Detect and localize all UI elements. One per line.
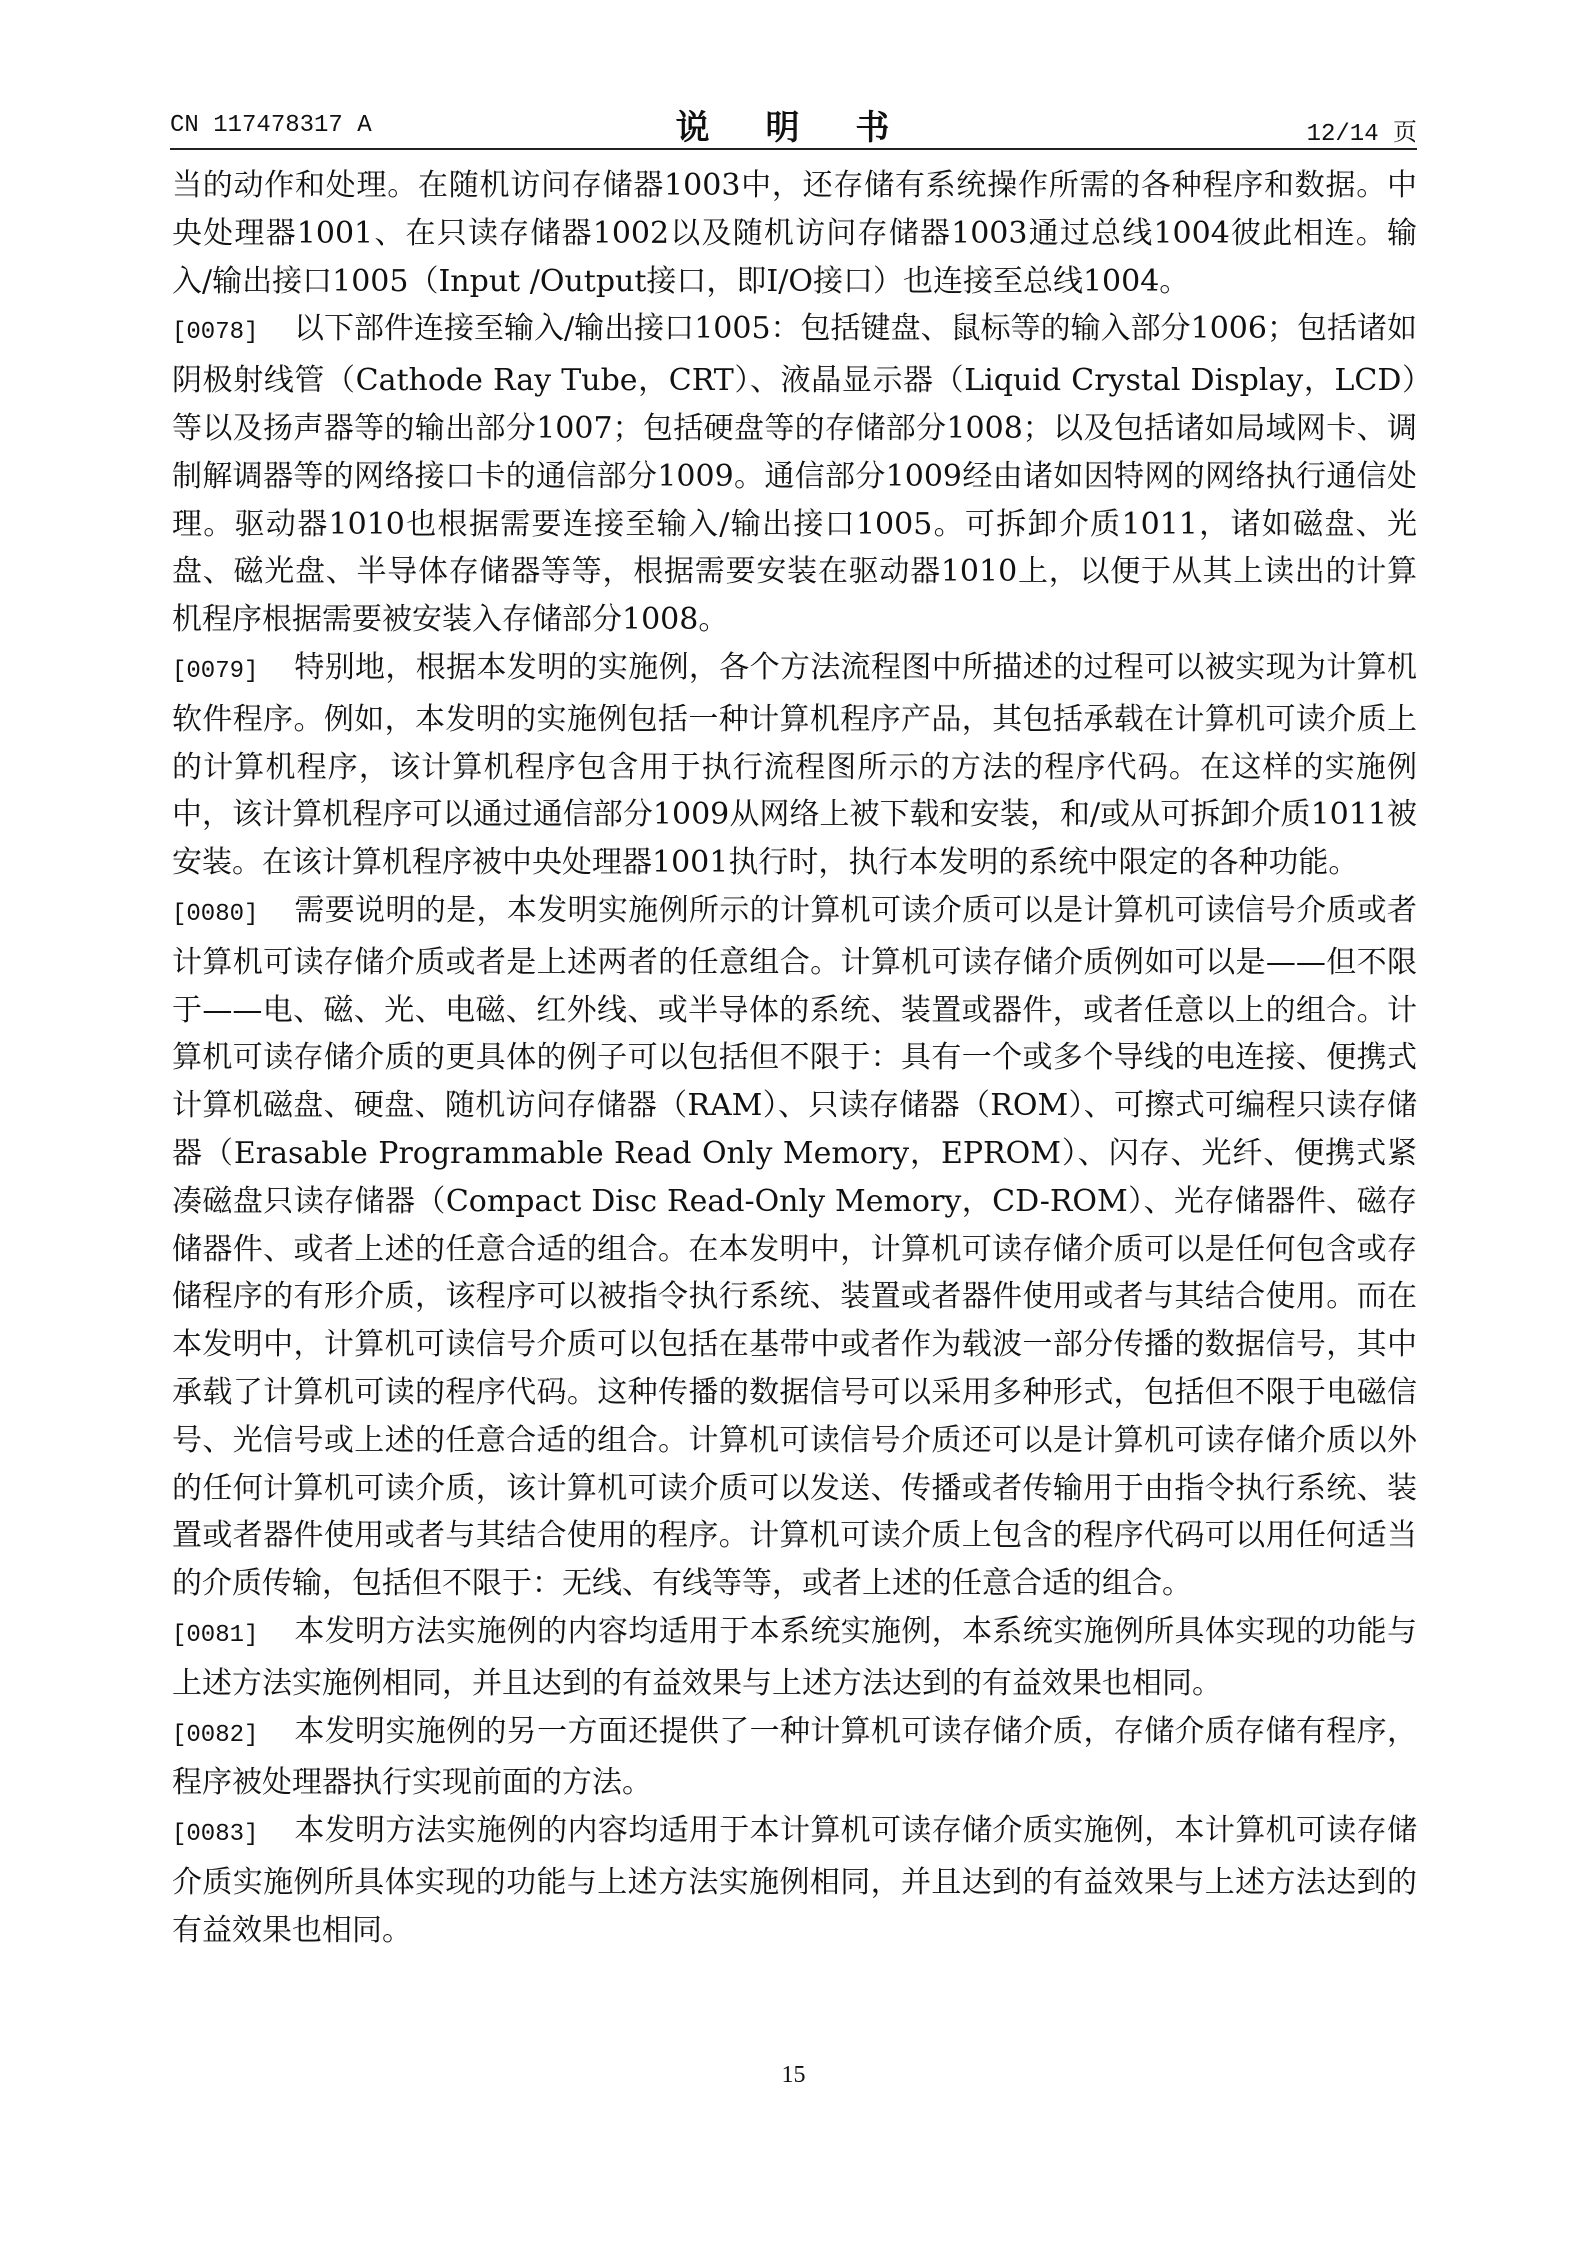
paragraph-0079	[172, 644, 1417, 887]
page-of-indicator: 12/14 页	[1306, 121, 1417, 148]
paragraph-text: 以下部件连接至输入/输出接口1005：包括键盘、鼠标等的输入部分1006；包括诸如阴极射线管（Cathode Ray Tube，CRT）、液晶显示器（Liquid Crystal Display，LCD）等以及扬声器等的输出部分1007；包括硬盘等的存储部分1008；以及包括诸如局域网卡、调制解调器等的网络接口卡的通信部分1009。通信部分1009经由诸如因特网的网络执行通信处理。驱动器1010也根据需要连接至输入/输出接口1005。可拆卸介质1011，诸如磁盘、光盘、磁光盘、半导体存储器等等，根据需要安装在驱动器1010上，以便于从其上读出的计算机程序根据需要被安装入存储部分1008。	[172, 311, 1417, 638]
paragraph-continued	[172, 162, 1417, 305]
document-body	[172, 162, 1417, 1954]
paragraph-number: [0078]	[172, 319, 259, 347]
page-number: 15	[781, 2062, 806, 2088]
paragraph-0078	[172, 305, 1417, 644]
paragraph-number: [0083]	[172, 1821, 259, 1849]
paragraph-text: 本发明方法实施例的内容均适用于本系统实施例，本系统实施例所具体实现的功能与上述方法实施例相同，并且达到的有益效果与上述方法达到的有益效果也相同。	[172, 1613, 1417, 1701]
paragraph-0082	[172, 1708, 1417, 1808]
paragraph-0080	[172, 887, 1417, 1608]
document-title: 说 明 书	[675, 108, 912, 148]
header-rule	[170, 148, 1417, 150]
page-header	[170, 100, 1417, 148]
paragraph-text: 本发明方法实施例的内容均适用于本计算机可读存储介质实施例，本计算机可读存储介质实施例所具体实现的功能与上述方法实施例相同，并且达到的有益效果与上述方法达到的有益效果也相同。	[172, 1813, 1417, 1948]
paragraph-0083	[172, 1807, 1417, 1954]
paragraph-number: [0080]	[172, 900, 259, 928]
paragraph-text: 需要说明的是，本发明实施例所示的计算机可读介质可以是计算机可读信号介质或者计算机可读存储介质或者是上述两者的任意组合。计算机可读存储介质例如可以是——但不限于——电、磁、光、电磁、红外线、或半导体的系统、装置或器件，或者任意以上的组合。计算机可读存储介质的更具体的例子可以包括但不限于：具有一个或多个导线的电连接、便携式计算机磁盘、硬盘、随机访问存储器（RAM）、只读存储器（ROM）、可擦式可编程只读存储器（Erasable Programmable Read Only Memory，EPROM）、闪存、光纤、便携式紧凑磁盘只读存储器（Compact Disc Read-Only Memory，CD-ROM）、光存储器件、磁存储器件、或者上述的任意合适的组合。在本发明中，计算机可读存储介质可以是任何包含或存储程序的有形介质，该程序可以被指令执行系统、装置或者器件使用或者与其结合使用。而在本发明中，计算机可读信号介质可以包括在基带中或者作为载波一部分传播的数据信号，其中承载了计算机可读的程序代码。这种传播的数据信号可以采用多种形式，包括但不限于电磁信号、光信号或上述的任意合适的组合。计算机可读信号介质还可以是计算机可读存储介质以外的任何计算机可读介质，该计算机可读介质可以发送、传播或者传输用于由指令执行系统、装置或者器件使用或者与其结合使用的程序。计算机可读介质上包含的程序代码可以用任何适当的介质传输，包括但不限于：无线、有线等等，或者上述的任意合适的组合。	[172, 892, 1417, 1602]
paragraph-number: [0082]	[172, 1721, 259, 1749]
patent-number: CN 117478317 A	[170, 112, 372, 139]
paragraph-text: 特别地，根据本发明的实施例，各个方法流程图中所描述的过程可以被实现为计算机软件程序。例如，本发明的实施例包括一种计算机程序产品，其包括承载在计算机可读介质上的计算机程序，该计算机程序包含用于执行流程图所示的方法的程序代码。在这样的实施例中，该计算机程序可以通过通信部分1009从网络上被下载和安装，和/或从可拆卸介质1011被安装。在该计算机程序被中央处理器1001执行时，执行本发明的系统中限定的各种功能。	[172, 649, 1417, 881]
paragraph-number: [0079]	[172, 657, 259, 685]
paragraph-number: [0081]	[172, 1621, 259, 1649]
paragraph-text: 本发明实施例的另一方面还提供了一种计算机可读存储介质，存储介质存储有程序，程序被处理器执行实现前面的方法。	[172, 1713, 1417, 1801]
paragraph-text: 当的动作和处理。在随机访问存储器1003中，还存储有系统操作所需的各种程序和数据。中央处理器1001、在只读存储器1002以及随机访问存储器1003通过总线1004彼此相连。输入/输出接口1005（Input /Output接口，即I/O接口）也连接至总线1004。	[172, 168, 1417, 299]
paragraph-0081	[172, 1608, 1417, 1708]
